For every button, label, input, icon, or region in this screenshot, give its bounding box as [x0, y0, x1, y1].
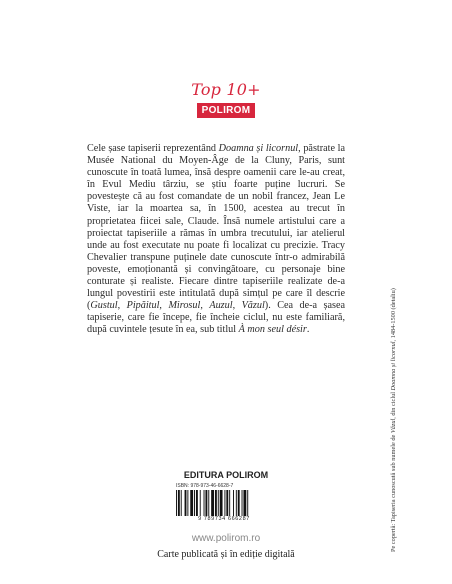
blurb-segment: Doamna și licornul: [218, 143, 299, 154]
blurb-segment: À mon seul désir: [238, 324, 307, 336]
barcode-bar: [178, 490, 180, 516]
barcode-bar: [194, 490, 195, 516]
blurb-segment: Auzul: [209, 300, 233, 312]
barcode-bar: [236, 490, 237, 516]
barcode-bar: [233, 490, 234, 516]
blurb-segment: Văzul: [241, 300, 265, 312]
barcode-digits: 9 789734 666287: [198, 516, 250, 522]
blurb-segment: Pipăitul: [126, 300, 160, 312]
barcode-bar: [224, 490, 225, 516]
credit-segment: Doamna și licornul: [390, 341, 397, 391]
barcode-bar: [242, 490, 243, 516]
blurb-segment: ). Cea de-a șasea tapiserie, care fie începe, fie încheie ciclul, nu este familiară, după cuvintele țesute în ea, sub titlul: [87, 300, 345, 336]
series-logo: [0, 80, 452, 118]
credit-segment: , din ciclul: [390, 390, 397, 419]
blurb-segment: , păstrate la Musée National du Moyen-Âge de la Cluny, Paris, sunt cunoscute în toată lumea, însă despre oamenii care le-au creat, în Evul Mediu târziu, se știu foarte puține lucruri. Se povestește că au fost comandate de un nobil francez, Jean Le Viste, iar la moartea sa, în 1500, acestea au trecut în proprietatea fiicei sale, Claude. Însă numele artistului care a proiectat tapiseriile a rămas în umbra trecutului, iar atelierul unde au fost executate nu poate fi localizat cu precizie. Tracy Chevalier transpune puținele date cunoscute într-o admirabilă poveste, emoționantă și convingătoare, cu personaje bine conturate și realiste. Fiecare dintre tapiseriile realizate de-a lungul povestirii este intitulată după simțul pe care îl descrie (: [87, 143, 346, 312]
barcode-bar: [208, 490, 209, 516]
publisher-name: EDITURA POLIROM: [183, 470, 269, 480]
barcode-bar: [190, 490, 193, 516]
blurb-segment: .: [306, 324, 310, 336]
blurb-segment: ,: [159, 300, 169, 312]
barcode-bars: [172, 490, 276, 516]
barcode-bar: [243, 490, 246, 516]
credit-segment: Văzul: [390, 418, 397, 434]
barcode-bar: [220, 490, 223, 516]
blurb-segment: Mirosul: [168, 300, 201, 312]
barcode-bar: [229, 490, 230, 516]
isbn-barcode-block: [172, 483, 276, 529]
blurb-segment: Gustul: [90, 300, 118, 312]
barcode-bar: [196, 490, 198, 516]
publisher-badge: POLIROM: [197, 103, 256, 118]
blurb-segment: ,: [117, 300, 127, 312]
cover-image-credit: [390, 162, 397, 552]
barcode-bar: [176, 490, 177, 516]
barcode-bar: [205, 490, 207, 516]
barcode-bar: [238, 490, 240, 516]
series-title: Top 10+: [191, 80, 261, 99]
barcode-bar: [200, 490, 201, 516]
website-url[interactable]: www.polirom.ro: [191, 533, 261, 544]
blurb-segment: ,: [232, 300, 242, 312]
barcode-bar: [187, 490, 188, 516]
barcode-bar: [215, 490, 217, 516]
barcode-bar: [226, 490, 228, 516]
barcode-bar: [185, 490, 187, 516]
blurb-segment: ,: [200, 300, 210, 312]
blurb-paragraph: [87, 143, 345, 337]
blurb-segment: Cele șase tapiserii reprezentând: [87, 143, 219, 154]
credit-segment: , 1484-1500 (detaliu): [390, 288, 397, 342]
barcode-bar: [247, 490, 248, 516]
digital-edition-note: Carte publicată și în ediție digitală: [157, 549, 295, 560]
isbn-number: ISBN: 978-973-46-6628-7: [176, 483, 234, 489]
barcode-bar: [218, 490, 219, 516]
barcode-bar: [211, 490, 214, 516]
barcode: [172, 490, 276, 522]
barcode-bar: [181, 490, 182, 516]
back-cover-blurb: [87, 143, 345, 337]
credit-segment: Pe copertă: Tapiseria cunoscută sub numele de: [390, 433, 397, 552]
barcode-bar: [204, 490, 205, 516]
